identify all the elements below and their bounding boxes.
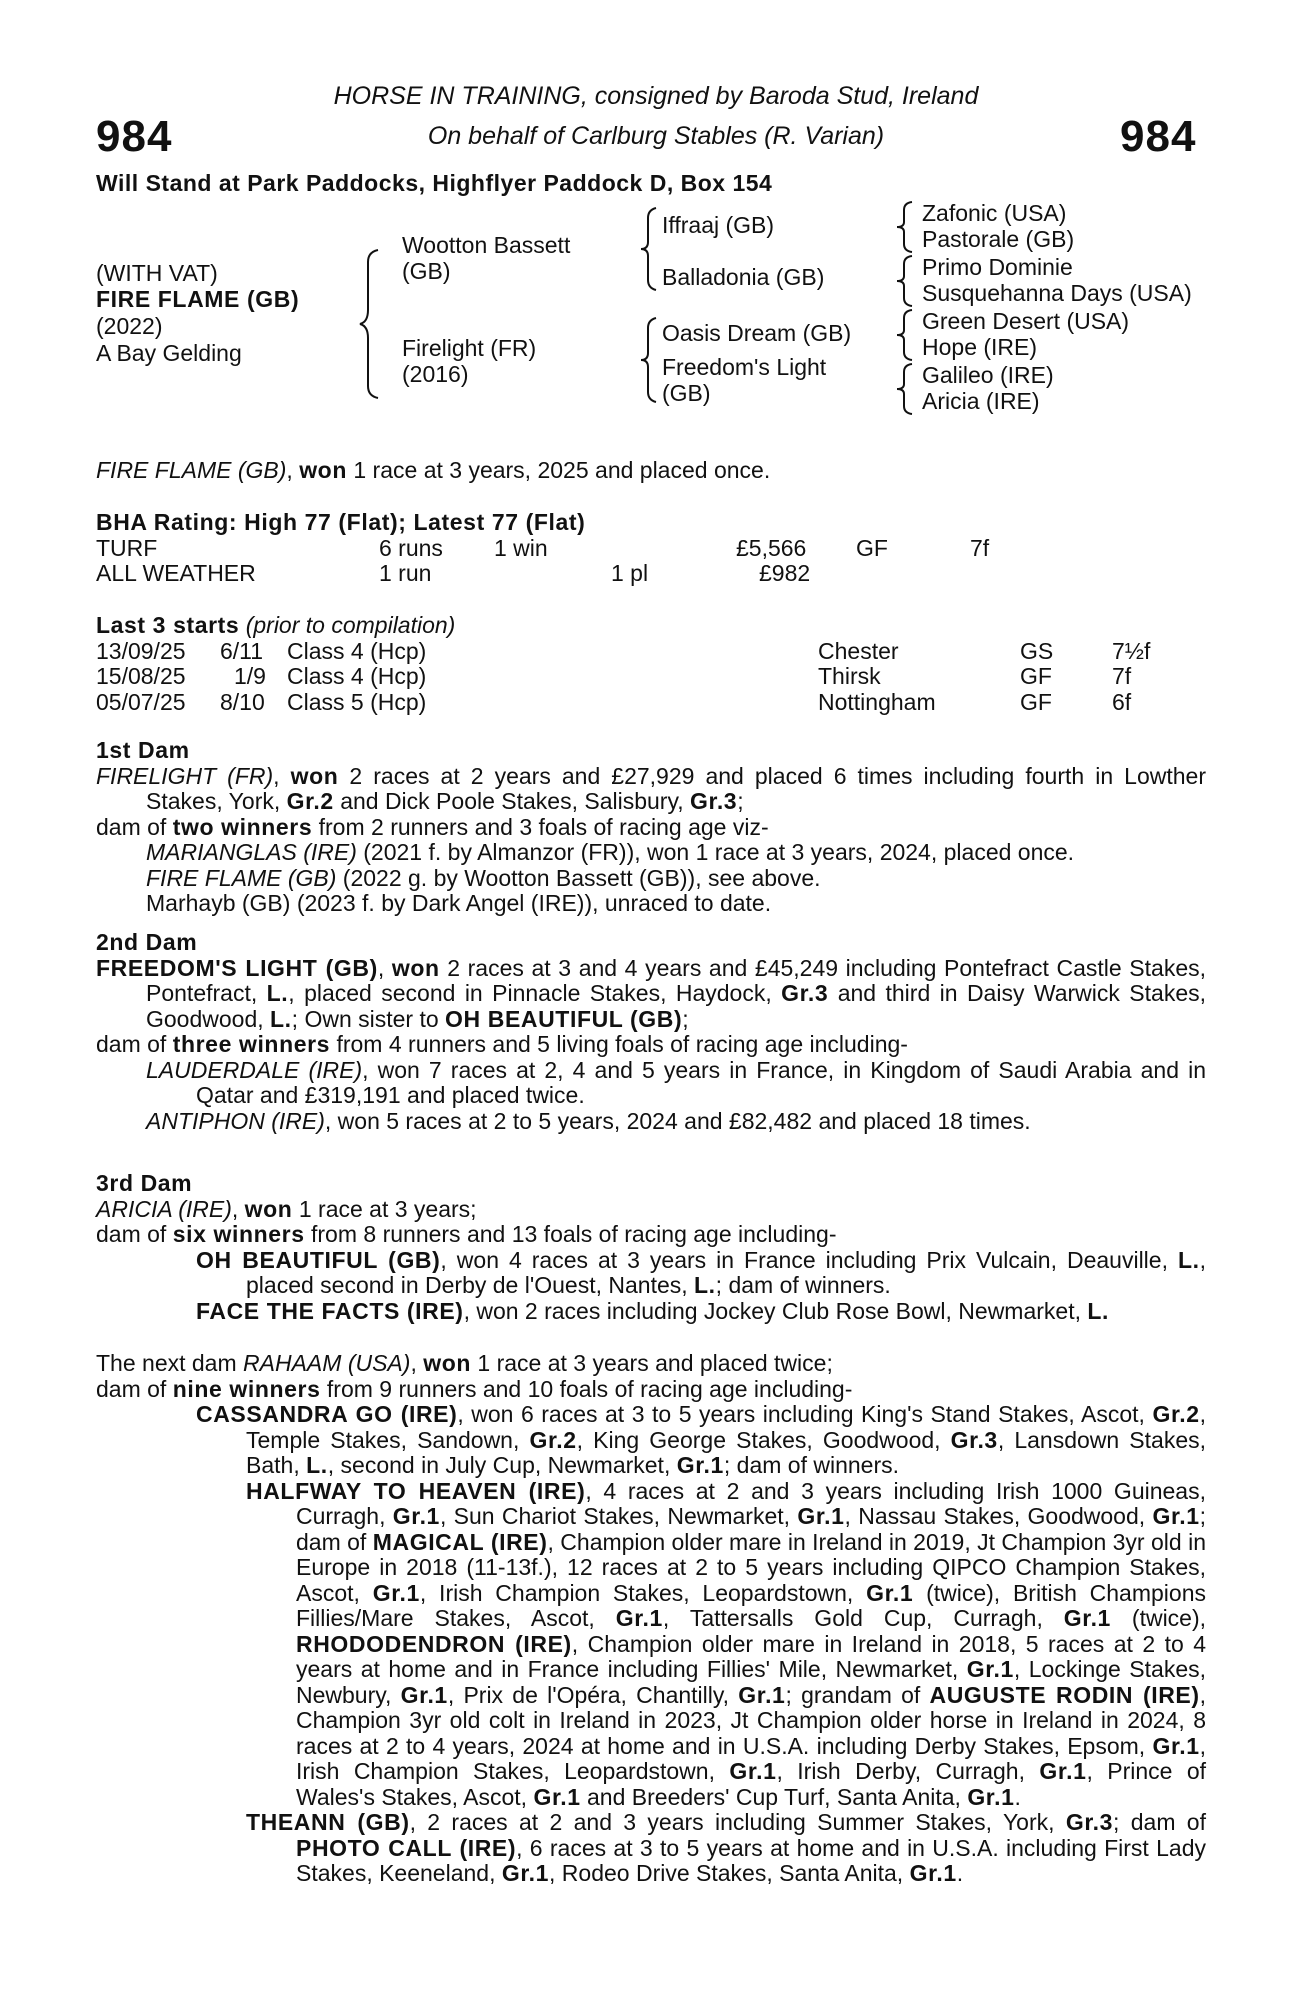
dam-year: (2016) xyxy=(402,361,469,387)
next-dam-section: The next dam RAHAAM (USA), won 1 race at 3 years and placed twice; dam of nine winners from 9 runners and 10 foals of racing age including- CASSANDRA GO (IRE), won 6 races at 3 to 5 years including King's Stand Stakes, Ascot, Gr.2, Temple Stakes, Sandown, Gr.2, King George Stakes, Goodwood, Gr.3, Lansdown Stakes, Bath, L., second in July Cup, Newmarket, Gr.1; dam of winners. HALFWAY TO HEAVEN (IRE), 4 races at 2 and 3 years including Irish 1000 Guineas, Curragh, Gr.1, Sun Chariot Stakes, Newmarket, Gr.1, Nassau Stakes, Goodwood, Gr.1; dam of MAGICAL (IRE), Champion older mare in Ireland in 2019, Jt Champion 3yr old in Europe in 2018 (11-13f.), 12 races at 2 to 5 years including QIPCO Champion Stakes, Ascot, Gr.1, Irish Champion Stakes, Leopardstown, Gr.1 (twice), British Champions Fillies/Mare Stakes, Ascot, Gr.1, Tattersalls Gold Cup, Curragh, Gr.1 (twice), RHODODENDRON (IRE), Champion older mare in Ireland in 2018, 5 races at 2 to 4 years at home and in France including Fillies' Mile, Newmarket, Gr.1, Lockinge Stakes, Newbury, Gr.1, Prix de l'Opéra, Chantilly, Gr.1; grandam of AUGUSTE RODIN (IRE), Champion 3yr old colt in Ireland in 2023, Jt Champion older horse in Ireland in 2024, 8 races at 2 to 4 years, 2024 at home and in U.S.A. including Derby Stakes, Epsom, Gr.1, Irish Champion Stakes, Leopardstown, Gr.1, Irish Derby, Curragh, Gr.1, Prince of Wales's Stakes, Ascot, Gr.1 and Breeders' Cup Turf, Santa Anita, Gr.1. THEANN (GB), 2 races at 2 and 3 years including Summer Stakes, York, Gr.3; dam of PHOTO CALL (IRE), 6 races at 3 to 5 years at home and in U.S.A. including First Lady Stakes, Keeneland, Gr.1, Rodeo Drive Stakes, Santa Anita, Gr.1. xyxy=(96,1350,1207,1886)
sire-sire: Iffraaj (GB) xyxy=(662,212,775,238)
brace-gg-2 xyxy=(900,256,914,306)
produce-item: OH BEAUTIFUL (GB), won 4 races at 3 years in France including Prix Vulcain, Deauville, L., placed second in Derby de l'Ouest, Nantes, L.; dam of winners. xyxy=(196,1246,1206,1298)
rating-row: ALL WEATHER 1 run 1 pl £982 xyxy=(96,560,811,586)
last-starts-note: (prior to compilation) xyxy=(245,612,456,638)
produce-item: CASSANDRA GO (IRE), won 6 races at 3 to 5 years including King's Stand Stakes, Ascot, Gr.2, Temple Stakes, Sandown, Gr.2, King George Stakes, Goodwood, Gr.3, Lansdown Stakes, Bath, L., second in July Cup, Newmarket, Gr.1; dam of winners. xyxy=(196,1401,1206,1478)
third-dam-title: 3rd Dam xyxy=(96,1170,193,1196)
on-behalf-line: On behalf of Carlburg Stables (R. Varian) xyxy=(427,122,885,150)
pedigree-brace-sire xyxy=(644,208,658,290)
horse-description: A Bay Gelding xyxy=(96,340,242,366)
gg-5: Green Desert (USA) xyxy=(922,308,1130,334)
start-row: 13/09/25 6/11 Class 4 (Hcp) Chester GS 7½f xyxy=(96,637,1151,664)
gg-4: Susquehanna Days (USA) xyxy=(922,280,1192,306)
lot-number-right: 984 xyxy=(1120,112,1197,161)
produce-item: ANTIPHON (IRE), won 5 races at 2 to 5 years, 2024 and £82,482 and placed 18 times. xyxy=(146,1107,1031,1134)
gg-6: Hope (IRE) xyxy=(922,334,1038,360)
produce-item: MARIANGLAS (IRE) (2021 f. by Almanzor (FR)), won 1 race at 3 years, 2024, placed once. xyxy=(146,839,1075,865)
second-dam-title: 2nd Dam xyxy=(96,929,198,955)
gg-7: Galileo (IRE) xyxy=(922,362,1054,388)
sire-country: (GB) xyxy=(402,258,451,284)
start-row: 15/08/25 1/9 Class 4 (Hcp) Thirsk GF 7f xyxy=(96,663,1132,689)
produce-item: HALFWAY TO HEAVEN (IRE), 4 races at 2 and 3 years including Irish 1000 Guineas, Curragh, Gr.1, Sun Chariot Stakes, Newmarket, Gr.1, Nassau Stakes, Goodwood, Gr.1; dam of MAGICAL (IRE), Champion older mare in Ireland in 2019, Jt Champion 3yr old in Europe in 2018 (11-13f.), 12 races at 2 to 5 years including QIPCO Champion Stakes, Ascot, Gr.1, Irish Champion Stakes, Leopardstown, Gr.1 (twice), British Champions Fillies/Mare Stakes, Ascot, Gr.1, Tattersalls Gold Cup, Curragh, Gr.1 (twice), RHODODENDRON (IRE), Champion older mare in Ireland in 2018, 5 races at 2 to 4 years at home and in France including Fillies' Mile, Newmarket, Gr.1, Lockinge Stakes, Newbury, Gr.1, Prix de l'Opéra, Chantilly, Gr.1; grandam of AUGUSTE RODIN (IRE), Champion 3yr old colt in Ireland in 2023, Jt Champion older horse in Ireland in 2024, 8 races at 2 to 4 years, 2024 at home and in U.S.A. including Derby Stakes, Epsom, Gr.1, Irish Champion Stakes, Leopardstown, Gr.1, Irish Derby, Curragh, Gr.1, Prince of Wales's Stakes, Ascot, Gr.1 and Breeders' Cup Turf, Santa Anita, Gr.1. xyxy=(246,1477,1207,1810)
dam-sire: Oasis Dream (GB) xyxy=(662,320,852,346)
gg-1: Zafonic (USA) xyxy=(922,200,1067,226)
produce-item: THEANN (GB), 2 races at 2 and 3 years including Summer Stakes, York, Gr.3; dam of PHOTO CALL (IRE), 6 races at 3 to 5 years at home and in U.S.A. including First Lady Stakes, Keeneland, Gr.1, Rodeo Drive Stakes, Santa Anita, Gr.1. xyxy=(246,1809,1206,1886)
rating-row: TURF 6 runs 1 win £5,566 GF 7f xyxy=(96,534,990,561)
gg-2: Pastorale (GB) xyxy=(922,226,1075,252)
race-summary: FIRE FLAME (GB), won 1 race at 3 years, 2025 and placed once. xyxy=(96,457,771,483)
lot-number-left: 984 xyxy=(96,112,173,161)
last-starts-title: Last 3 starts xyxy=(96,612,240,638)
consignor-line: HORSE IN TRAINING, consigned by Baroda Stud, Ireland xyxy=(333,82,979,110)
horse-year: (2022) xyxy=(96,313,163,339)
third-dam-section: 3rd Dam ARICIA (IRE), won 1 race at 3 years; dam of six winners from 8 runners and 13 foals of racing age including- OH BEAUTIFUL (GB), won 4 races at 3 years in France including Prix Vulcain, Deauville, L., placed second in Derby de l'Ouest, Nantes, L.; dam of winners. FACE THE FACTS (IRE), won 2 races including Jockey Club Rose Bowl, Newmarket, L. xyxy=(96,1170,1206,1324)
dam-name: Firelight (FR) xyxy=(402,335,537,361)
last-starts-section xyxy=(96,613,1206,715)
horse-name: FIRE FLAME (GB) xyxy=(96,286,300,312)
vat-label: (WITH VAT) xyxy=(96,260,218,286)
produce-item: FIRE FLAME (GB) (2022 g. by Wootton Bassett (GB)), see above. xyxy=(146,864,821,891)
first-dam-title: 1st Dam xyxy=(96,737,190,763)
rating-section xyxy=(96,510,1206,587)
brace-gg-3 xyxy=(900,310,914,360)
pedigree-brace-main xyxy=(364,250,380,398)
gg-3: Primo Dominie xyxy=(922,254,1073,280)
produce-item: Marhayb (GB) (2023 f. by Dark Angel (IRE)), unraced to date. xyxy=(146,890,772,916)
sire-name: Wootton Bassett xyxy=(402,232,571,258)
brace-gg-1 xyxy=(900,202,914,252)
rating-title: BHA Rating: High 77 (Flat); Latest 77 (Flat) xyxy=(96,509,586,535)
produce-item: FACE THE FACTS (IRE), won 2 races including Jockey Club Rose Bowl, Newmarket, L. xyxy=(196,1297,1110,1324)
pedigree-brace-dam xyxy=(644,318,658,402)
first-dam-section: 1st Dam FIRELIGHT (FR), won 2 races at 2 years and £27,929 and placed 6 times including fourth in Lowther Stakes, York, Gr.2 and Dick Poole Stakes, Salisbury, Gr.3; dam of two winners from 2 runners and 3 foals of racing age viz- MARIANGLAS (IRE) (2021 f. by Almanzor (FR)), won 1 race at 3 years, 2024, placed once. FIRE FLAME (GB) (2022 g. by Wootton Bassett (GB)), see above. Marhayb (GB) (2023 f. by Dark Angel (IRE)), unraced to date. xyxy=(96,737,1206,916)
second-dam-section: 2nd Dam FREEDOM'S LIGHT (GB), won 2 races at 3 and 4 years and £45,249 including Pontefract Castle Stakes, Pontefract, L., placed second in Pinnacle Stakes, Haydock, Gr.3 and third in Daisy Warwick Stakes, Goodwood, L.; Own sister to OH BEAUTIFUL (GB); dam of three winners from 4 runners and 5 living foals of racing age including- LAUDERDALE (IRE), won 7 races at 2, 4 and 5 years in France, in Kingdom of Saudi Arabia and in Qatar and £319,191 and placed twice. ANTIPHON (IRE), won 5 races at 2 to 5 years, 2024 and £82,482 and placed 18 times. xyxy=(96,929,1206,1134)
sire-dam: Balladonia (GB) xyxy=(662,264,825,290)
location-line: Will Stand at Park Paddocks, Highflyer Paddock D, Box 154 xyxy=(96,170,773,196)
produce-item: LAUDERDALE (IRE), won 7 races at 2, 4 and 5 years in France, in Kingdom of Saudi Arabia and in Qatar and £319,191 and placed twice. xyxy=(146,1056,1206,1108)
dam-dam-country: (GB) xyxy=(662,380,711,406)
brace-gg-4 xyxy=(900,364,914,414)
dam-dam-name: Freedom's Light xyxy=(662,354,827,380)
start-row: 05/07/25 8/10 Class 5 (Hcp) Nottingham GF 6f xyxy=(96,688,1132,715)
gg-8: Aricia (IRE) xyxy=(922,388,1040,414)
